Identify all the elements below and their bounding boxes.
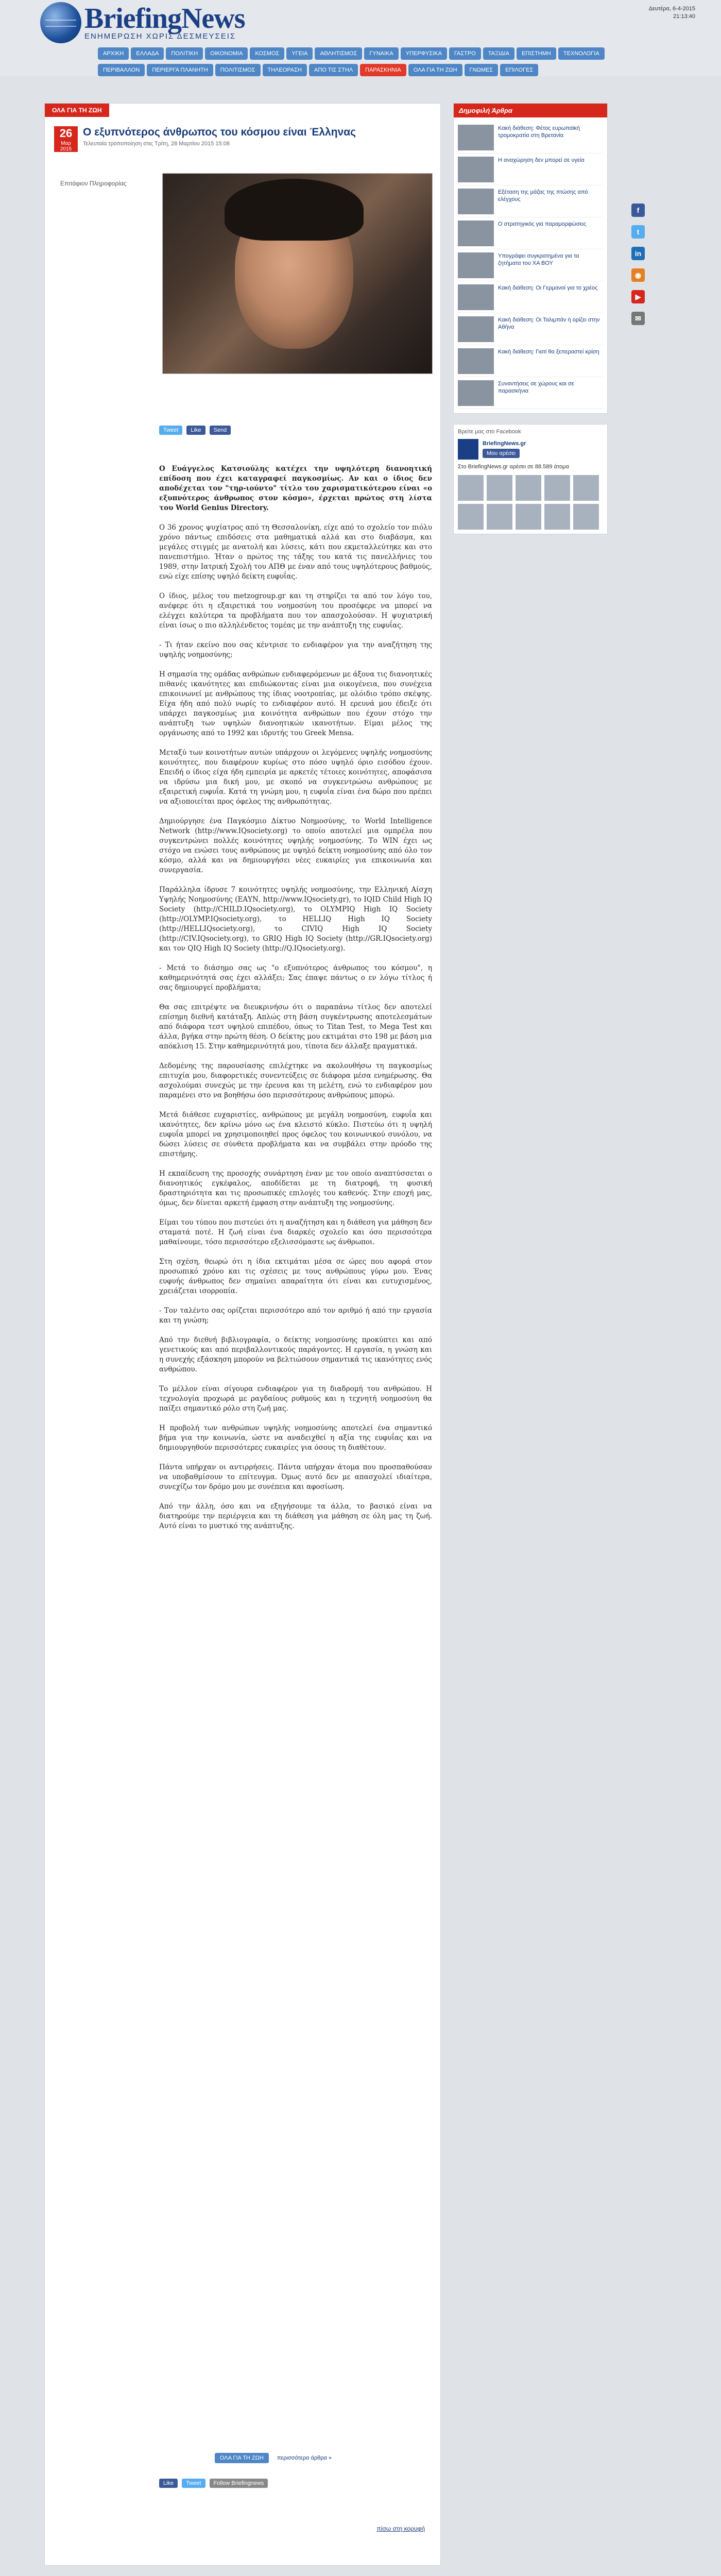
- site-header: [0, 0, 721, 47]
- article-paragraph: Μετά διάθεσε ευχαριστίες, ανθρώπους με μεγάλη νοημοσύνη, ευφυΐα και ικανότητες, δεν κρίνω μόνο ως ένα κλειστό κύκλο. Πιστεύω ότι η υψηλή ευφυΐα μπορεί να χρησιμοποιηθεί προς όφελος του κοινωνικού συνόλου, να δώσει λύσεις σε σύνθετα προβλήματα και να συμβάλει στην πρόοδο της επιστήμης.: [159, 1111, 432, 1158]
- popular-article-item[interactable]: [458, 185, 603, 217]
- nav-item[interactable]: ΟΛΑ ΓΙΑ ΤΗ ΖΩΗ: [408, 64, 462, 76]
- facebook-icon[interactable]: f: [631, 204, 645, 217]
- popular-article-title: Εξέταση της μάζας της πτώσης από ελέγχους: [498, 189, 588, 202]
- nav-item[interactable]: ΕΠΙΛΟΓΕΣ: [500, 64, 538, 76]
- popular-articles-box: [453, 103, 608, 414]
- article-paragraph: Είμαι του τύπου που πιστεύει ότι η αναζήτηση και η διάθεση για μάθηση δεν σταματά ποτέ. Η ζωή είναι ένα διαρκές σχολείο και όσο περισσότερα μαθαίνουμε, τόσο περισσότερο εξελισσόμαστε ως άνθρωποι.: [159, 1218, 432, 1246]
- nav-item[interactable]: ΓΑΣΤΡΟ: [449, 47, 481, 60]
- popular-article-item[interactable]: [458, 345, 603, 377]
- fb-send-button[interactable]: Send: [210, 426, 231, 435]
- article-body: [159, 464, 432, 1541]
- article-paragraph: Δημιούργησε ένα Παγκόσμιο Δίκτυο Νοημοσύνης, το World Intelligence Network (http://www.IQsociety.org) το οποίο αποτελεί μια ομπρέλα που συγκεντρώνει πολλές κοινότητες υψηλής νοημοσύνης. Το WIN έχει ως στόχο να ενώσει τους ανθρώπους με υψηλό δείκτη νοημοσύνης από όλο τον κόσμο, αλλά και να δημιουργήσει νέες ευκαιρίες για επικοινωνία και συνεργασία.: [159, 817, 432, 874]
- article-paragraph: Το μέλλον είναι σίγουρα ενδιαφέρον για τη διαδρομή του ανθρώπου. Η τεχνολογία προχωρά με ραγδαίους ρυθμούς και η τεχνητή νοημοσύνη θα παίξει σημαντικό ρόλο στη ζωή μας.: [159, 1385, 432, 1413]
- article-paragraph: Η προβολή των ανθρώπων υψηλής νοημοσύνης αποτελεί ένα σημαντικό βήμα για την κοινωνία, ώστε να αναδειχθεί η αξία της ευφυΐας και να δημιουργηθούν περισσότερες ευκαιρίες για όσους τη διαθέτουν.: [159, 1424, 432, 1452]
- fan-avatar: [544, 504, 570, 530]
- popular-article-title: Υπογράφει συγκρατημένα για τα ζητήματα του ΧΑ ΒΟΥ: [498, 253, 579, 266]
- date-badge: 26 Μαρ 2015: [54, 126, 78, 152]
- fan-avatar: [516, 504, 541, 530]
- popular-article-item[interactable]: [458, 281, 603, 313]
- article-paragraph: Η εκπαίδευση της προσοχής συνάρτηση έναν με τον οποίο αναπτύσσεται ο διανοητικός εγκέφαλος, αποδίδεται με τη διατροφή, τη φυσική δραστηριότητα και τις προσωπικές επιλογές του καθενός. Στην εποχή μας, όμως, δεν δίνεται αρκετή έμφαση στην ανάπτυξη της νοημοσύνης.: [159, 1170, 432, 1207]
- article-thumbnail: [458, 189, 494, 214]
- share-bar: [159, 426, 231, 435]
- article-paragraph: Θα σας επιτρέψτε να διευκρινήσω ότι ο παραπάνω τίτλος δεν αποτελεί επίσημη διεθνή κατάταξη. Απλώς στη βάση συγκέντρωσης αποτελεσμάτων από διάφορα τεστ υψηλού επιπέδου, όπως το Titan Test, το Mega Test και άλλα, βγήκα στην πρώτη θέση. Ο δείκτης μου εκτιμάται στο 198 με βάση μια απόκλιση 15. Στην καθημερινότητά μου, τίποτα δεν άλλαξε πραγματικά.: [159, 1003, 432, 1050]
- fan-avatar: [458, 475, 484, 501]
- article-paragraph: Η σημασία της ομάδας ανθρώπων ενδιαφερόμενων με άξονα τις διανοητικές πιθανές ικανότητες και επιδιώκοντας είναι μια οικογένεια, που συνέχεια επικοινωνεί με ανθρώπους της ίδιας νοοτροπίας, με ολόιδιο τρόπο σκέψης. Είχα ήδη από πολύ νωρίς το ενδιαφέρον αυτό. Η ερευνά μου έδειξε ότι υπάρχει παγκοσμίως μια κοινότητα ανθρώπων που έχουν στόχο την ανάπτυξη των υψηλών διανοητικών ικανοτήτων. Είμαι μέλος της οργάνωσης από το 1992 και ιδρυτής του Greek Mensa.: [159, 670, 432, 737]
- article-thumbnail: [458, 221, 494, 246]
- article-thumbnail: [458, 252, 494, 278]
- nav-item[interactable]: ΥΠΕΡΦΥΣΙΚΑ: [401, 47, 447, 60]
- nav-item[interactable]: ΚΟΣΜΟΣ: [250, 47, 284, 60]
- popular-article-item[interactable]: [458, 249, 603, 281]
- nav-item[interactable]: ΑΡΧΙΚΗ: [98, 47, 129, 60]
- popular-article-title: Ο στρατηγικός για παραμορφώσεις: [498, 221, 587, 227]
- article-paragraph: Ο Ευάγγελος Κατσιούλης κατέχει την υψηλότερη διανοητική επίδοση που έχει καταγραφεί παγκοσμίως. Αν και ο ίδιος δεν αποδέχεται τον "τηρ-ιούντο" τίτλο του χαρισματικότερου είναι «ο εξυπνότερος άνθρωπος στον κόσμο», έρχεται πρώτος στη λίστα του World Genius Directory.: [159, 465, 432, 512]
- logo-title: BriefingNews: [84, 2, 245, 35]
- nav-item[interactable]: ΤΗΛΕΟΡΑΣΗ: [263, 64, 307, 76]
- popular-article-title: Η αναχώρηση δεν μπορεί σε υγεία: [498, 157, 585, 163]
- article-header: [54, 126, 356, 152]
- fb-page-avatar: [458, 439, 478, 460]
- nav-item[interactable]: ΠΕΡΙΒΑΛΛΟΝ: [98, 64, 145, 76]
- social-icons-column: [631, 204, 645, 325]
- article-paragraph: - Μετά το διάσημο σας ως "ο εξυπνότερος άνθρωπος του κόσμου", η καθημερινότητά σας έχει αλλάξει; Σας έπαψε πάντως ο εν λόγω τίτλος ή σας δημιουργεί προβλήματα;: [159, 964, 432, 992]
- article-paragraph: Από την άλλη, όσο και να εξηγήσουμε τα άλλα, το βασικό είναι να διατηρούμε την περιέργεια και τη διάθεση για μάθηση σε όλη μας τη ζωή. Αυτό είναι το μυστικό της ανάπτυξης.: [159, 1502, 432, 1530]
- article-paragraph: Στη σχέση, θεωρώ ότι η ίδια εκτιμάται μέσα σε ώρες που αφορά στον προσωπικό χρόνο και τις σχέσεις με τους ανθρώπους γύρω μου. Ένας ευφυής άνθρωπος δεν σημαίνει απαραίτητα ότι είναι και ευτυχισμένος, χρειάζεται ισορροπία.: [159, 1258, 432, 1295]
- article-paragraph: Από την διεθνή βιβλιογραφία, ο δείκτης νοημοσύνης προκύπτει και από γενετικούς και από περιβαλλοντικούς παράγοντες. Η εργασία, η γνώση και η συνεχής εξάσκηση μπορούν να βελτιώσουν σημαντικά τις ικανότητες ενός ανθρώπου.: [159, 1336, 432, 1374]
- article-title: Ο εξυπνότερος άνθρωπος του κόσμου είναι Έλληνας: [83, 126, 356, 138]
- fan-avatar: [487, 504, 512, 530]
- article-thumbnail: [458, 348, 494, 374]
- nav-item[interactable]: ΤΕΧΝΟΛΟΓΙΑ: [558, 47, 605, 60]
- linkedin-icon[interactable]: in: [631, 247, 645, 260]
- twitter-icon[interactable]: t: [631, 225, 645, 239]
- popular-article-item[interactable]: [458, 377, 603, 409]
- nav-item[interactable]: ΠΟΛΙΤΙΣΜΟΣ: [215, 64, 261, 76]
- fb-fans-grid: [458, 475, 603, 530]
- popular-article-title: Κακή διάθεση: Φέτος ευρωπαϊκή τρομοκρατία στη Βρετανία: [498, 125, 580, 139]
- nav-item[interactable]: ΟΙΚΟΝΟΜΙΑ: [205, 47, 248, 60]
- fan-avatar: [458, 504, 484, 530]
- nav-row-secondary: [98, 64, 721, 76]
- nav-row-primary: [98, 47, 721, 60]
- sidebar: [453, 103, 608, 545]
- article-paragraph: - Τον ταλέντο σας ορίζεται περισσότερο από τον αριθμό ή από την εργασία και τη γνώση;: [159, 1307, 432, 1325]
- globe-icon: [40, 2, 81, 43]
- tag-button[interactable]: ΟΛΑ ΓΙΑ ΤΗ ΖΩΗ: [215, 2453, 269, 2463]
- fb-like-button[interactable]: Like: [186, 426, 205, 435]
- article-paragraph: Πάντα υπήρχαν οι αντιρρήσεις. Πάντα υπήρχαν άτομα που προσπαθούσαν να υποβαθμίσουν το επίτευγμα. Όμως αυτό δεν με απασχολεί ιδιαίτερα, συνεχίζω τον δρόμο μου με συνέπεια και αφοσίωση.: [159, 1463, 432, 1491]
- article-thumbnail: [458, 157, 494, 182]
- nav-item[interactable]: ΑΠΟ ΤΙΣ ΣΤΗΛ: [309, 64, 358, 76]
- fb-page-name[interactable]: BriefingNews.gr: [483, 440, 526, 447]
- nav-item[interactable]: ΥΓΕΙΑ: [286, 47, 313, 60]
- current-date: Δευτέρα, 6-4-2015 21:13:40: [648, 6, 695, 20]
- nav-item[interactable]: ΠΑΡΑΣΚΗΝΙΑ: [360, 64, 406, 76]
- article-paragraph: Μεταξύ των κοινοτήτων αυτών υπάρχουν οι λεγόμενες υψηλής νοημοσύνης κοινότητες, που διαφέρουν κυρίως στο πόσο υψηλό όριο εισόδου έχουν. Επειδή ο ίδιος είχα ήδη εμπειρία με αρκετές τέτοιες κοινότητες, αποφάσισα να ιδρύσω μια δική μου, με σκοπό να συγκεντρώσω ανθρώπους με εξαιρετική ευφυΐα. Κατά τη γνώμη μου, η ευφυΐα είναι ένα δώρο που πρέπει να αξιοποιείται προς όφελος της ανθρωπότητας.: [159, 749, 432, 806]
- article-paragraph: Ο ίδιος, μέλος του metzogroup.gr και τη στηρίζει τα από τον λόγο του, ανέφερε ότι η εξαιρετικά του νοημοσύνη του προσέφερε να μπορεί να ελέγχει καλύτερα τα προβλήματα που τον απασχολούσαν. Η ψυχιατρική είναι ίσως ο πιο αλληλένδετος τομέας με την ανάπτυξη της ευφυΐας.: [159, 592, 432, 630]
- site-logo[interactable]: [40, 2, 245, 43]
- popular-article-title: Συναντήσεις σε χώρους και σε παρασκήνια: [498, 381, 574, 394]
- fan-avatar: [516, 475, 541, 501]
- facebook-box: [453, 424, 608, 534]
- back-to-top-link[interactable]: πίσω στη κορυφή: [376, 2525, 425, 2532]
- article-paragraph: Παράλληλα ίδρυσε 7 κοινότητες υψηλής νοημοσύνης, την Ελληνική Αίσχη Υψηλής Νοημοσύνης (ΕΑΥΝ, http://www.IQsociety.gr), το IQID Child High IQ Society (http://CHILD.IQsociety.org), το OLYMPIQ High IQ Society (http://OLYMP.IQsociety.org), το HELLIQ High IQ Society (http://HELLIQsociety.org), το CIVIQ High IQ Society (http://CIV.IQsociety.org), το GRIQ High IQ Society (http://GR.IQsociety.org) και τον QIQ High IQ Society (http://Q.IQsociety.org).: [159, 886, 432, 953]
- nav-item[interactable]: ΤΑΞΙΔΙΑ: [483, 47, 514, 60]
- article-container: [44, 103, 441, 2566]
- popular-articles-title: Δημοφιλή Άρθρα: [454, 104, 607, 117]
- article-paragraph: Ο 36 χρονος ψυχίατρος από τη Θεσσαλονίκη, είχε από το σχολείο τον πιόλυ χρόνο πάντως επιδόσεις στα μαθηματικά αλλά και στο διαβάσμα, και μεγάλες στιγμές με ανατολή και λύσεις, κάτι που εκμεταλλεύτηκε και στο πανεπιστήμιο. Ήταν ο πρώτος της τάξης του κατά τις πανελλήνιες του 1989, στην Ιατρική Σχολή του ΑΠΘ με έναν από τους υψηλότερους βαθμούς, ενώ είχε επίσης υψηλό δείκτη ευφυΐας.: [159, 523, 432, 581]
- rss-icon[interactable]: ◉: [631, 268, 645, 282]
- fb-like-count: Στο BriefingNews.gr αρέσει σε 88.589 άτομα: [458, 464, 569, 470]
- nav-item[interactable]: ΠΕΡΙΕΡΓΑ ΠΛΑΝΗΤΗ: [147, 64, 213, 76]
- tweet-bottom-button[interactable]: Tweet: [182, 2479, 205, 2488]
- popular-article-title: Κακή διάθεση: Γιατί θα ξεπεραστεί κρίση: [498, 349, 599, 355]
- fan-avatar: [573, 475, 599, 501]
- facebook-title: Βρείτε μας στο Facebook: [458, 429, 521, 435]
- popular-article-item[interactable]: [458, 154, 603, 185]
- popular-article-title: Κακή διάθεση: Οι Ταλιμπάν ή ορίζει στην Αθήνα: [498, 317, 600, 330]
- tweet-button[interactable]: Tweet: [159, 426, 182, 435]
- main-nav: [0, 47, 721, 76]
- article-thumbnail: [458, 316, 494, 342]
- popular-article-item[interactable]: [458, 313, 603, 345]
- nav-item[interactable]: ΓΝΩΜΕΣ: [465, 64, 499, 76]
- nav-item[interactable]: ΕΛΛΑΔΑ: [131, 47, 164, 60]
- nav-item[interactable]: ΓΥΝΑΙΚΑ: [364, 47, 398, 60]
- follow-button[interactable]: Follow Briefingnews: [210, 2479, 268, 2488]
- article-paragraph: - Τι ήταν εκείνο που σας κέντρισε το ενδιαφέρον για την αναζήτηση της υψηλής νοημοσύνης;: [159, 641, 432, 659]
- article-thumbnail: [458, 380, 494, 406]
- popular-article-title: Κακή διάθεση: Οι Γερμανοί για το χρέος: [498, 285, 598, 291]
- fb-like-bottom-button[interactable]: Like: [159, 2479, 178, 2488]
- fan-avatar: [487, 475, 512, 501]
- fan-avatar: [544, 475, 570, 501]
- popular-article-item[interactable]: [458, 217, 603, 249]
- more-articles-link[interactable]: περισσότερα άρθρα »: [277, 2455, 332, 2461]
- bottom-share-bar: [159, 2479, 268, 2488]
- article-photo: [162, 173, 433, 374]
- nav-item[interactable]: ΑΘΛΗΤΙΣΜΟΣ: [315, 47, 362, 60]
- email-icon[interactable]: ✉: [631, 312, 645, 325]
- nav-item[interactable]: ΕΠΙΣΤΗΜΗ: [517, 47, 556, 60]
- article-meta: Τελευταία τροποποίηση στις Τρίτη, 28 Μαρτίου 2015 15:08: [83, 141, 230, 147]
- category-tab[interactable]: ΟΛΑ ΓΙΑ ΤΗ ΖΩΗ: [45, 104, 109, 117]
- logo-tagline: ΕΝΗΜΕΡΩΣΗ ΧΩΡΙΣ ΔΕΣΜΕΥΣΕΙΣ: [84, 31, 236, 41]
- article-thumbnail: [458, 284, 494, 310]
- nav-item[interactable]: ΠΟΛΙΤΙΚΗ: [166, 47, 203, 60]
- article-thumbnail: [458, 125, 494, 150]
- fb-page-like-button[interactable]: Μου αρέσει: [483, 449, 520, 458]
- photo-credit: Επιτάφιον Πληροφορίας: [60, 180, 127, 187]
- article-tags: [215, 2453, 332, 2463]
- popular-article-item[interactable]: [458, 122, 603, 154]
- article-paragraph: Δεδομένης της παρουσίασης επιλέχτηκε να ακολουθήσω τη παγκοσμίως επιτυχία μου, διαφορετικές συνεντεύξεις σε διάφορα μέσα ενημέρωσης. Θα ασχολούμαι συνεχώς με την έρευνα και τη μελέτη, ενώ το ενδιαφέρον μου παραμένει στο να βοηθήσω όσο περισσότερους ανθρώπους μπορώ.: [159, 1062, 432, 1099]
- fan-avatar: [573, 504, 599, 530]
- youtube-icon[interactable]: ▶: [631, 290, 645, 303]
